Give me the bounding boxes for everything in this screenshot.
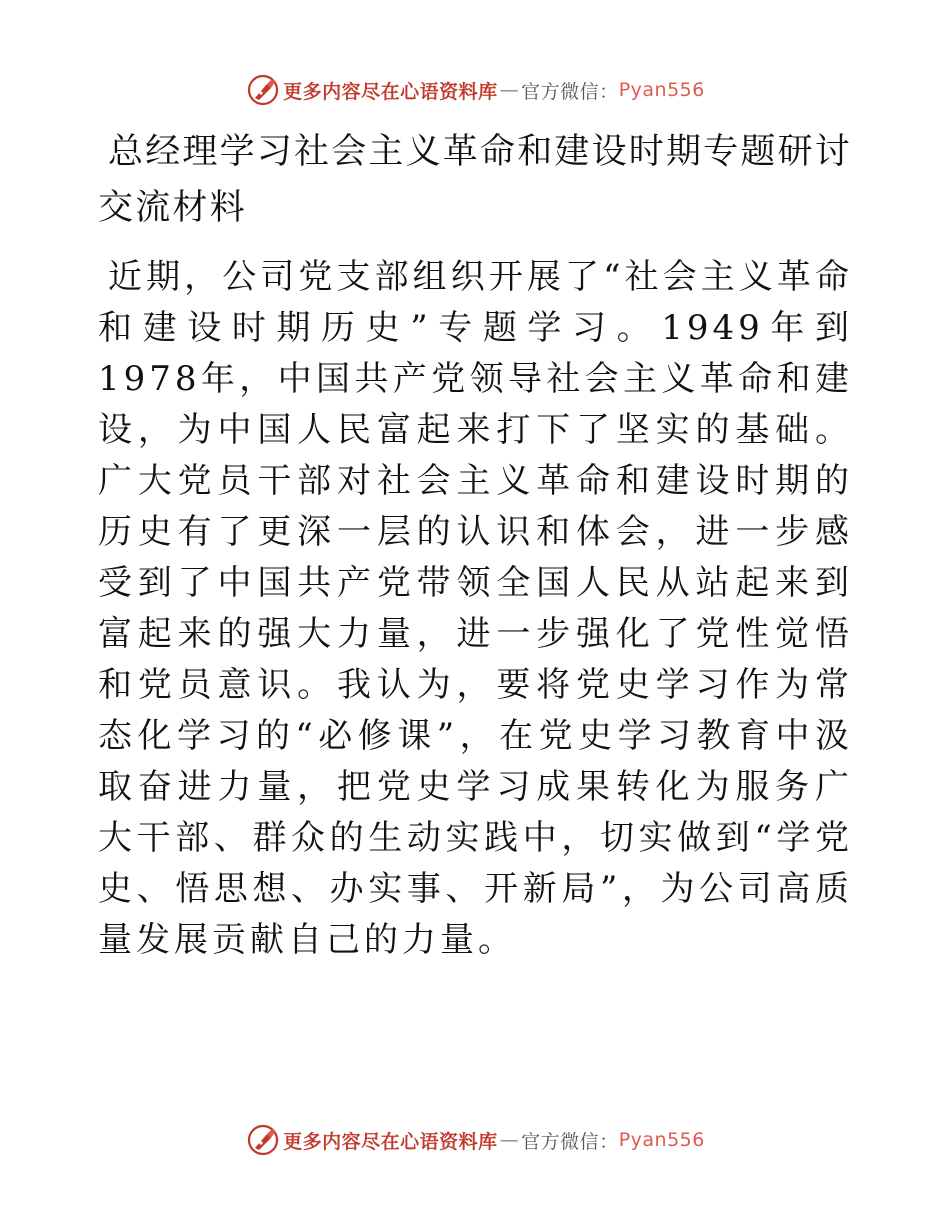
banner-brand-text: 更多内容尽在心语资料库 bbox=[283, 80, 498, 103]
banner-wechat-id: Pyan556 bbox=[618, 1129, 705, 1151]
banner-separator: — bbox=[499, 79, 520, 101]
body-paragraph: 近期，公司党支部组织开展了“社会主义革命和建设时期历史”专题学习。1949年到1978年，中国共产党领导社会主义革命和建设，为中国人民富起来打下了坚实的基础。广大党员干部对社会主义革命和建设时期的历史有了更深一层的认识和体会，进一步感受到了中国共产党带领全国人民从站起来到富起来的强大力量，进一步强化了党性觉悟和党员意识。我认为，要将党史学习作为常态化学习的“必修课”，在党史学习教育中汲取奋进力量，把党史学习成果转化为服务广大干部、群众的生动实践中，切实做到“学党史、悟思想、办实事、开新局”，为公司高质量发展贡献自己的力量。 bbox=[98, 257, 853, 960]
header-banner bbox=[0, 70, 950, 110]
banner-separator: — bbox=[499, 1129, 520, 1151]
banner-official-label: 官方微信： bbox=[521, 80, 619, 103]
footer-banner bbox=[0, 1120, 950, 1160]
banner-wechat-id: Pyan556 bbox=[618, 79, 705, 101]
banner-brand-text: 更多内容尽在心语资料库 bbox=[283, 1130, 498, 1153]
pen-nib-logo-icon bbox=[245, 72, 281, 108]
pen-nib-logo-icon bbox=[245, 1122, 281, 1158]
document-title: 总经理学习社会主义革命和建设时期专题研讨交流材料 bbox=[98, 132, 853, 228]
banner-official-label: 官方微信： bbox=[521, 1130, 619, 1153]
